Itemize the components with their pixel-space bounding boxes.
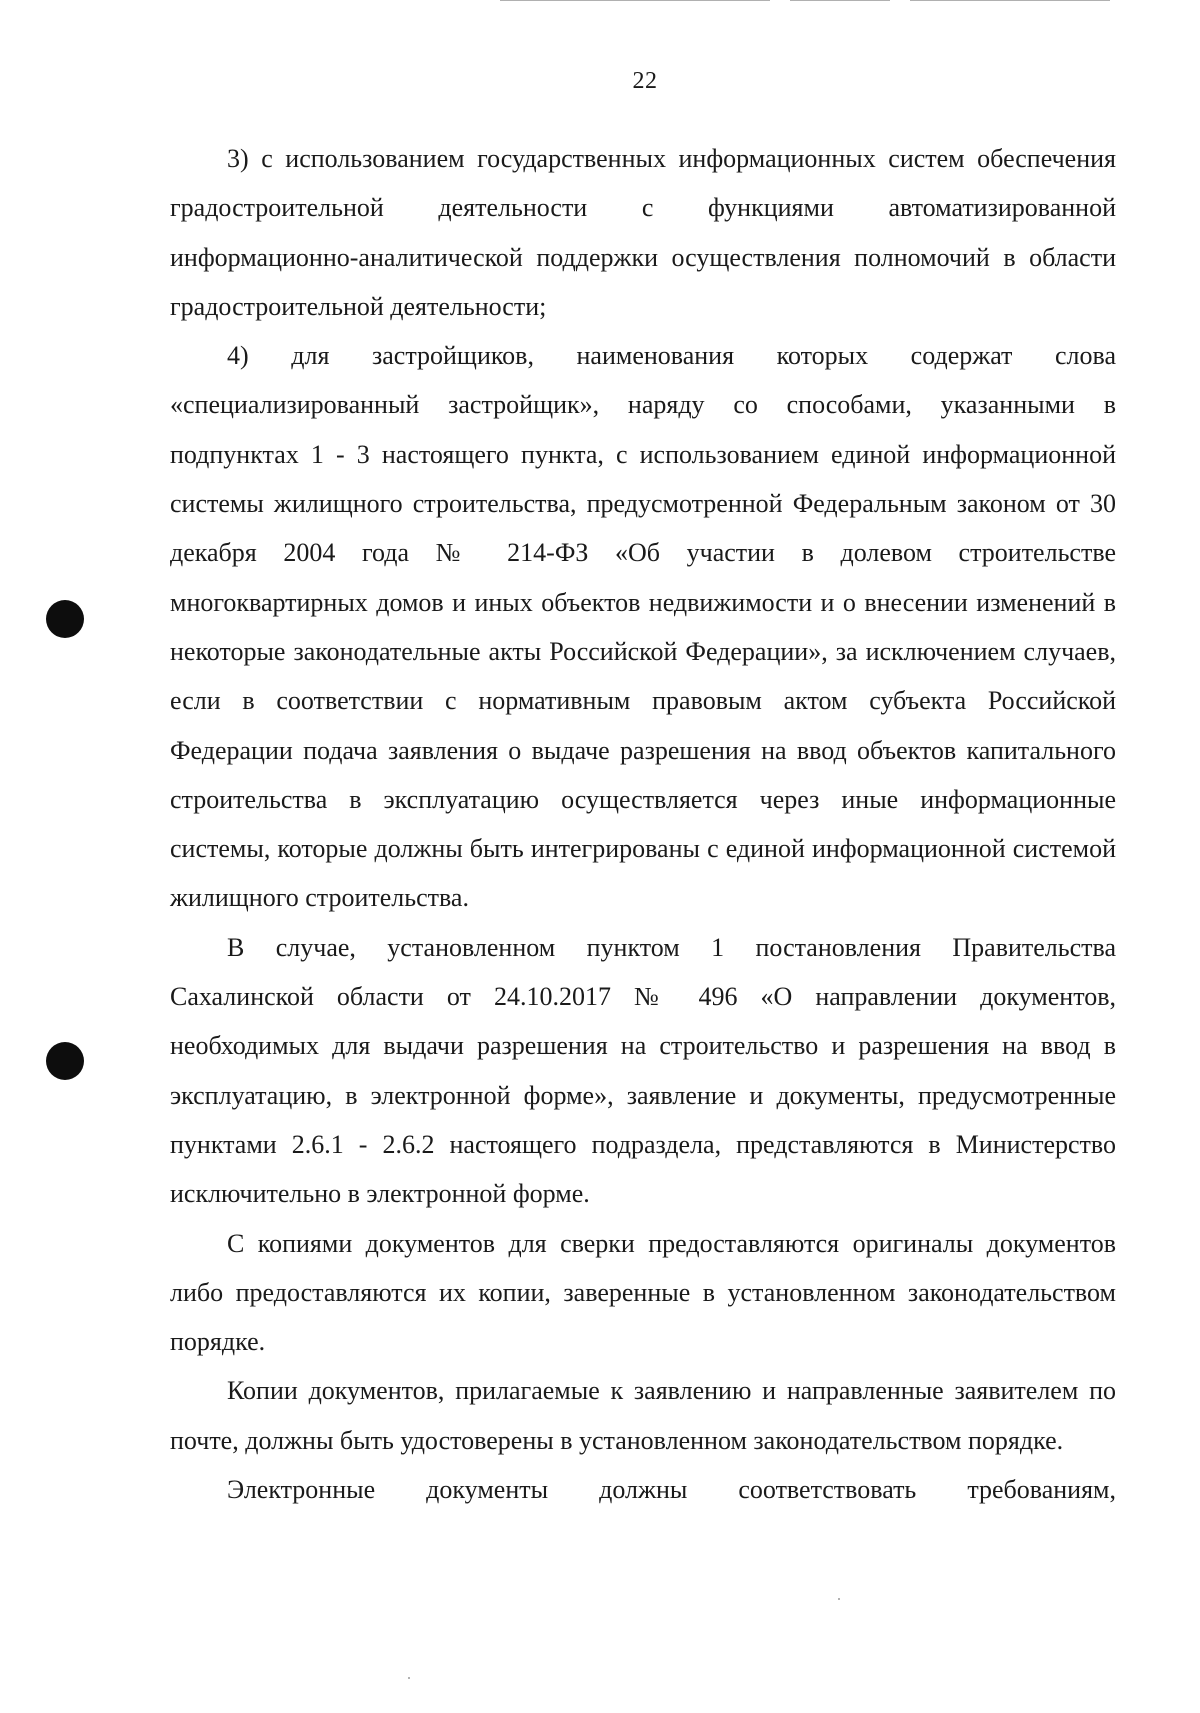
scan-speck: [838, 1598, 840, 1600]
paragraph-item-3: 3) с использованием государственных информационных систем обеспечения градостроительной деятельности с функциями автоматизированной информационно-аналитической поддержки осуществления полномочий в области градостроительной деятельности;: [170, 144, 1116, 321]
scan-edge-line: [910, 0, 1110, 1]
paragraph-electronic-docs: Электронные документы должны соответствовать требованиям,: [227, 1475, 1116, 1505]
paragraph-mail-copies: Копии документов, прилагаемые к заявлению и направленные заявителем по почте, должны быть удостоверены в установленном законодательством порядке.: [170, 1376, 1116, 1455]
scan-speck: [408, 1677, 410, 1679]
document-body: [170, 134, 1116, 1514]
page-number: 22: [632, 68, 658, 94]
scan-edge-line: [790, 0, 890, 1]
paragraph-item-4: 4) для застройщиков, наименования которых содержат слова «специализированный застройщик», наряду со способами, указанными в подпунктах 1 - 3 настоящего пункта, с использованием единой информационной системы жилищного строительства, предусмотренной Федеральным законом от 30 декабря 2004 года № 214-ФЗ «Об участии в долевом строительстве многоквартирных домов и иных объектов недвижимости и о внесении изменений в некоторые законодательные акты Российской Федерации», за исключением случаев, если в соответствии с нормативным правовым актом субъекта Российской Федерации подача заявления о выдаче разрешения на ввод объектов капитального строительства в эксплуатацию осуществляется через иные информационные системы, которые должны быть интегрированы с единой информационной системой жилищного строительства.: [170, 341, 1116, 913]
paragraph-copies-originals: С копиями документов для сверки предоставляются оригиналы документов либо предоставляются их копии, заверенные в установленном законодательством порядке.: [170, 1228, 1116, 1357]
scan-edge-line: [500, 0, 770, 1]
paragraph-sakhalin-case: В случае, установленном пунктом 1 постановления Правительства Сахалинской области от 24.10.2017 № 496 «О направлении документов, необходимых для выдачи разрешения на строительство и разрешения на ввод в эксплуатацию, в электронной форме», заявление и документы, предусмотренные пунктами 2.6.1 - 2.6.2 настоящего подраздела, представляются в Министерство исключительно в электронной форме.: [170, 932, 1116, 1209]
punch-hole: [46, 1042, 84, 1080]
punch-hole: [46, 600, 84, 638]
